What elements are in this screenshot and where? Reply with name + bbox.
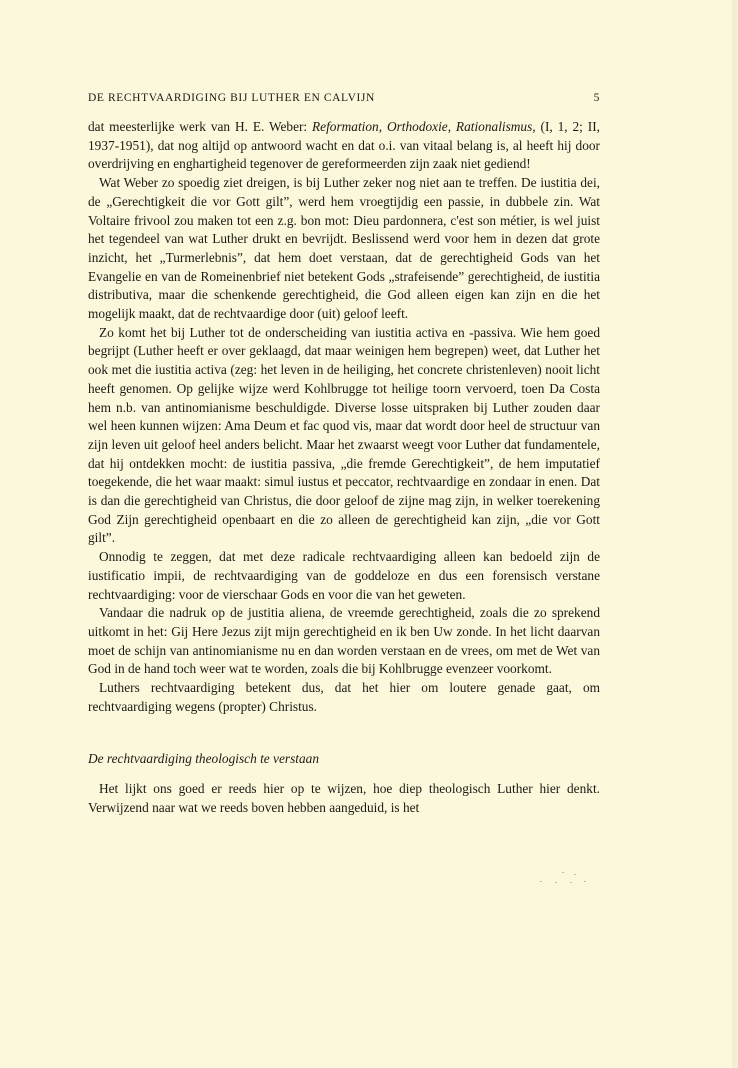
text-run: Luthers rechtvaardiging betekent dus, dat het hier om loutere genade gaat, om rechtvaardiging wegens (propter) Christus.	[88, 680, 600, 714]
paragraph	[88, 324, 600, 548]
page-number: 5	[593, 92, 600, 104]
text-run: dat meesterlijke werk van H. E. Weber:	[88, 119, 313, 134]
section-heading: De rechtvaardiging theologisch te verstaan	[88, 750, 319, 766]
body-text	[88, 118, 600, 717]
text-run: Zo komt het bij Luther tot de onderscheiding van iustitia activa en -passiva. Wie hem goed begrijpt (Luther heeft er over geklaagd, dat maar weinigen hem begrepen) weet, dat Luther het ook met die iustitia activa (zeg: het leven in de heiliging, het concrete christenleven) nooit licht heeft genomen. Op gelijke wijze werd Kohlbrugge tot heilige toorn vervoerd, toen Da Costa hem n.b. van antinomianisme beschuldigde. Diverse losse uitspraken bij Luther zouden daar wel heen kunnen wijzen: Ama Deum et fac quod vis, maar dat wordt door heel de structuur van zijn leven uit geloof heel anders belicht. Maar het zwaarst weegt voor Luther dat fundamentele, dat hij ontdekken mocht: de iustitia passiva, „die fremde Gerechtigkeit”, de hem imputatief toegekende, die het waar maakt: simul iustus et peccator, rechtvaardige en zondaar in enen. Dat is dan die gerechtigheid van Christus, die door geloof de zijne mag zijn, in welker toerekening God Zijn gerechtigheid openbaart en die zo alleen de gerechtigheid kan zijn, „die vor Gott gilt”.	[88, 324, 600, 546]
page-edge-shadow	[732, 0, 738, 1068]
text-run: Onnodig te zeggen, dat met deze radicale rechtvaardiging alleen kan bedoeld zijn de iustificatio impii, de rechtvaardiging van de goddeloze en dus een forensisch verstane rechtvaardiging: voor de vierschaar Gods en voor die van het geweten.	[88, 549, 600, 602]
text-run: Vandaar die nadruk op de justitia aliena, de vreemde gerechtigheid, zoals die zo sprekend uitkomt in het: Gij Here Jezus zijt mijn gerechtigheid en ik ben Uw zonde. In het licht daarvan moet de schijn van antinomianisme nu en dan worden verstaan en de vrees, om met de Wet van God in de hand toch weer wat te worden, zoals die bij Kohlbrugge evenzeer voorkomt.	[88, 605, 600, 677]
scan-specks	[500, 870, 600, 886]
text-run: (I, 1, 2; II, 1937-1951), dat nog altijd op antwoord wacht en dat o.i. van vitaal belang is, al heeft hij door overdrijving en enghartigheid tegenover de gereformeerden zijn zaak niet gediend!	[88, 119, 600, 172]
paragraph	[88, 548, 600, 604]
text-run: Wat Weber zo spoedig ziet dreigen, is bij Luther zeker nog niet aan te treffen. De iustitia dei, de „Gerechtigkeit die vor Gott gilt”, werd hem vroegtijdig een passie, in dubbele zin. Wat Voltaire frivool zou maken tot een z.g. bon mot: Dieu pardonnera, c'est son métier, is wel juist het tegendeel van wat Luther drukt en bevrijdt. Beslissend werd voor hem in dezen dat grote inzicht, het „Turmerlebnis”, dat hem doet verstaan, dat de gerechtigheid Gods van het Evangelie en van de Romeinenbrief niet betekent Gods „strafeisende” gerechtigheid, de iustitia distributiva, maar die schenkende gerechtigheid, die God alleen eigen kan zijn en die het mogelijk maakt, dat de rechtvaardige door (uit) geloof leeft.	[88, 175, 600, 322]
italic-title: Reformation, Orthodoxie, Rationalismus,	[312, 119, 536, 134]
paragraph	[88, 679, 600, 716]
paragraph	[88, 604, 600, 679]
paragraph: Het lijkt ons goed er reeds hier op te wijzen, hoe diep theologisch Luther hier denkt. Verwijzend naar wat we reeds boven hebben aangeduid, is het	[88, 781, 600, 815]
book-page	[88, 92, 600, 818]
section-body	[88, 780, 600, 817]
paragraph	[88, 174, 600, 324]
paragraph	[88, 118, 600, 174]
running-header	[88, 92, 600, 104]
running-title: DE RECHTVAARDIGING BIJ LUTHER EN CALVIJN	[88, 92, 375, 104]
